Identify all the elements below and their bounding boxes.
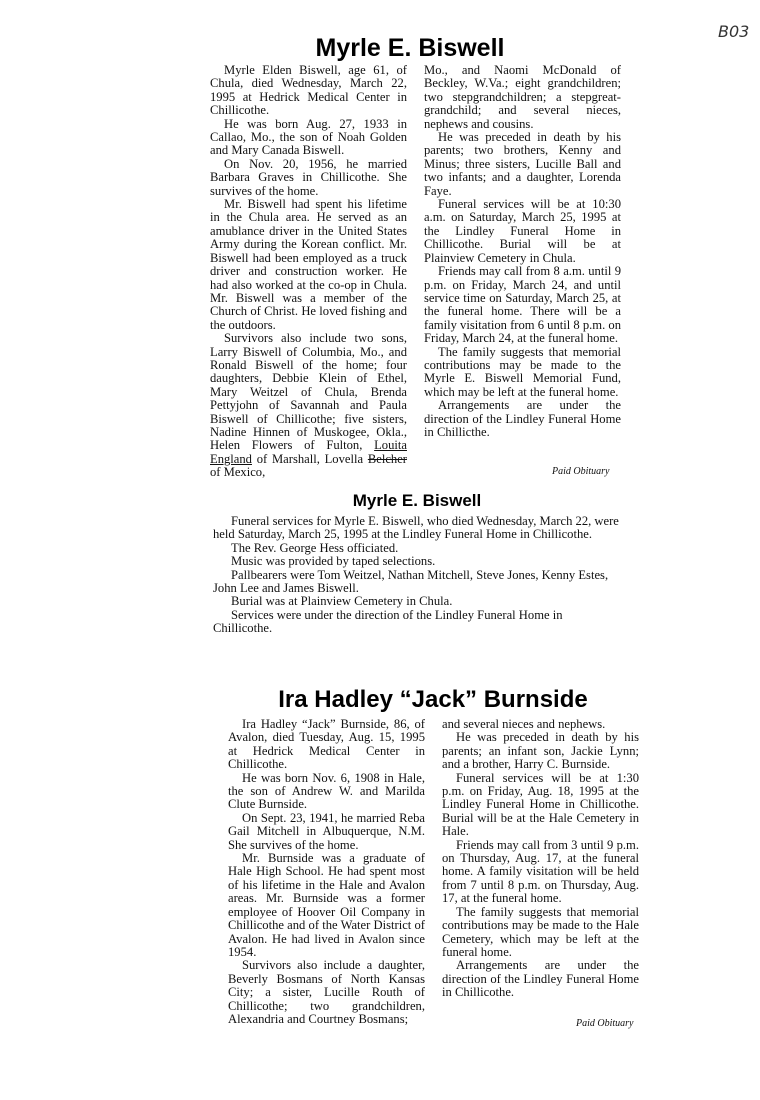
paragraph: Arrangements are under the direction of the Lindley Funeral Home in Chillicothe. xyxy=(442,958,639,1000)
paragraph: Survivors also include a daughter, Beverly Bosmans of North Kansas City; a sister, Lucille Routh of Chillicothe; two grandchildren, Alexandria and Courtney Bosmans; xyxy=(228,958,425,1026)
handwritten-page-mark: B03 xyxy=(718,22,750,41)
struck-name: Belcher xyxy=(367,451,408,466)
paragraph: The family suggests that memorial contributions may be made to the Hale Cemetery, which may be left at the funeral home. xyxy=(442,904,639,959)
obituary-3-title: Ira Hadley “Jack” Burnside xyxy=(278,686,588,713)
paragraph: The family suggests that memorial contributions may be made to the Myrle E. Biswell Memorial Fund, which may be left at the funeral home. xyxy=(424,344,621,399)
paragraph: He was preceded in death by his parents; an infant son, Jackie Lynn; and a brother, Harry C. Burnside. xyxy=(442,730,639,772)
obituary-1-title: Myrle E. Biswell xyxy=(315,34,505,62)
obituary-2-body xyxy=(213,515,621,636)
underlined-name: Louita England xyxy=(210,438,407,466)
paragraph: On Nov. 20, 1956, he married Barbara Graves in Chillicothe. She survives of the home. xyxy=(210,156,407,198)
paragraph: Myrle Elden Biswell, age 61, of Chula, died Wednesday, March 22, 1995 at Hedrick Medical Center in Chillicothe. xyxy=(210,63,407,118)
paragraph: Mr. Biswell had spent his lifetime in the Chula area. He served as an amublance driver in the United States Army during the Korean conflict. Mr. Biswell had been employed as a truck driver and construction worker. He had also worked at the co-op in Chula. Mr. Biswell was a member of the Church of Christ. He loved fishing and the outdoors. xyxy=(210,197,407,332)
paragraph: Friends may call from 3 until 9 p.m. on Thursday, Aug. 17, at the funeral home. A family visitation will be held from 7 until 8 p.m. on Thursday, Aug. 17, at the funeral home. xyxy=(442,837,639,906)
paragraph: He was born Nov. 6, 1908 in Hale, the son of Andrew W. and Marilda Clute Burnside. xyxy=(228,770,425,812)
paragraph: Pallbearers were Tom Weitzel, Nathan Mitchell, Steve Jones, Kenny Estes, John Lee and James Biswell. xyxy=(213,567,609,596)
paragraph: Services were under the direction of the Lindley Funeral Home in Chillicothe. xyxy=(213,607,563,636)
obituary-1-right-column xyxy=(424,64,621,439)
paragraph: Friends may call from 8 a.m. until 9 p.m. on Friday, March 24, and until service time on Saturday, March 25, at the funeral home. There will be a family visitation from 6 until 8 p.m. on Friday, March 24, at the funeral home. xyxy=(424,264,621,346)
paragraph-text: of Marshall, Lovella xyxy=(256,451,364,466)
obituary-2-title: Myrle E. Biswell xyxy=(352,491,482,510)
paragraph-text: Survivors also include two sons, Larry Biswell of Columbia, Mo., and Ronald Biswell of the home; four daughters, Debbie Klein of Ethel, Mary Weitzel of Chula, Brenda Pettyjohn of Savannah and Paula Biswell of Chillicothe; five sisters, Nadine Hinnen of Muskogee, Okla., Helen Flowers of Fulton, xyxy=(210,331,407,453)
paid-obituary-label: Paid Obituary xyxy=(576,1018,634,1029)
obituary-3-left-column xyxy=(228,718,425,1026)
paragraph: The Rev. George Hess officiated. xyxy=(231,540,399,555)
paragraph: Arrangements are under the direction of the Lindley Funeral Home in Chillicthe. xyxy=(424,398,621,439)
paragraph xyxy=(210,332,407,479)
paragraph-text: of Mexico, xyxy=(210,465,266,480)
paid-obituary-label: Paid Obituary xyxy=(552,466,610,477)
paragraph: On Sept. 23, 1941, he married Reba Gail Mitchell in Albuquerque, N.M. She survives of the home. xyxy=(228,810,425,852)
paragraph: Ira Hadley “Jack” Burnside, 86, of Avalon, died Tuesday, Aug. 15, 1995 at Hedrick Medical Center in Chillicothe. xyxy=(228,717,425,772)
paragraph: Funeral services will be at 1:30 p.m. on Friday, Aug. 18, 1995 at the Lindley Funeral Home in Chillicothe. Burial will be at the Hale Cemetery in Hale. xyxy=(442,770,639,839)
paragraph: Music was provided by taped selections. xyxy=(231,554,436,569)
paragraph: Funeral services for Myrle E. Biswell, who died Wednesday, March 22, were held Saturday, March 25, 1995 at the Lindley Funeral Home in Chillicothe. xyxy=(213,514,619,542)
obituary-3-right-column xyxy=(442,718,639,1000)
paragraph: and several nieces and nephews. xyxy=(442,717,606,731)
paragraph: Mr. Burnside was a graduate of Hale High School. He had spent most of his lifetime in the Hale and Avalon areas. Mr. Burnside was a former employee of Hoover Oil Company in Chillicothe and of the Water District of Avalon. He had lived in Avalon since 1954. xyxy=(228,851,425,959)
paragraph: Mo., and Naomi McDonald of Beckley, W.Va.; eight grandchildren; two stepgrandchildren; a stepgreat-grandchild; and several nieces, nephews and cousins. xyxy=(424,63,621,131)
paragraph: He was preceded in death by his parents; two brothers, Kenny and Minus; three sisters, Lucille Ball and two infants; and a daughter, Lorenda Faye. xyxy=(424,130,621,198)
obituary-1-left-column xyxy=(210,64,407,480)
paragraph: Burial was at Plainview Cemetery in Chula. xyxy=(231,594,453,609)
paragraph: He was born Aug. 27, 1933 in Callao, Mo., the son of Noah Golden and Mary Canada Biswell. xyxy=(210,116,407,158)
paragraph: Funeral services will be at 10:30 a.m. on Saturday, March 25, 1995 at the Lindley Funeral Home in Chillicothe. Burial will be at Plainview Cemetery in Chula. xyxy=(424,197,621,265)
